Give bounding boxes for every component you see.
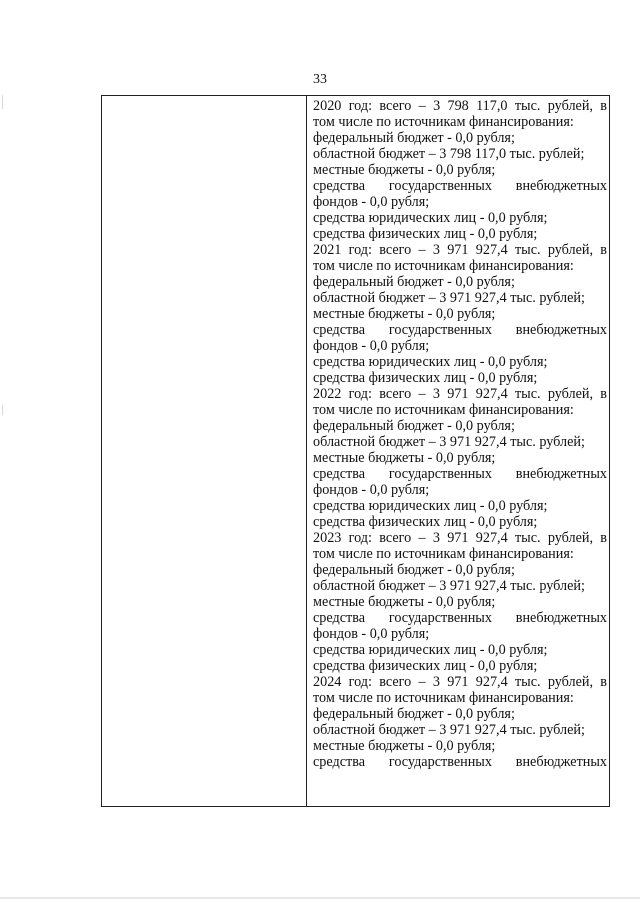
funding-line: средства физических лиц - 0,0 рубля; — [313, 658, 538, 674]
funding-line: средства государственных внебюджетных — [313, 610, 607, 626]
funding-line: средства государственных внебюджетных — [313, 754, 607, 770]
funding-line: федеральный бюджет - 0,0 рубля; — [313, 706, 515, 722]
funding-line: областной бюджет – 3 971 927,4 тыс. рублей; — [313, 434, 585, 450]
funding-line: местные бюджеты - 0,0 рубля; — [313, 162, 496, 178]
page-number: 33 — [313, 72, 327, 87]
funding-line: средства юридических лиц - 0,0 рубля; — [313, 498, 548, 514]
funding-line: областной бюджет – 3 971 927,4 тыс. рублей; — [313, 578, 585, 594]
funding-line: том числе по источникам финансирования: — [313, 258, 574, 274]
table-right-cell — [308, 96, 609, 806]
funding-line: том числе по источникам финансирования: — [313, 690, 574, 706]
funding-line: фондов - 0,0 рубля; — [313, 194, 430, 210]
funding-line: средства юридических лиц - 0,0 рубля; — [313, 210, 548, 226]
page-bottom-edge — [0, 897, 640, 899]
funding-line: средства физических лиц - 0,0 рубля; — [313, 514, 538, 530]
funding-line: 2023 год: всего – 3 971 927,4 тыс. рублей, в — [313, 530, 607, 546]
funding-line: средства физических лиц - 0,0 рубля; — [313, 226, 538, 242]
funding-line: фондов - 0,0 рубля; — [313, 626, 430, 642]
funding-line: местные бюджеты - 0,0 рубля; — [313, 594, 496, 610]
funding-line: средства государственных внебюджетных — [313, 322, 607, 338]
funding-line: том числе по источникам финансирования: — [313, 546, 574, 562]
funding-text-block — [313, 98, 607, 770]
funding-line: 2020 год: всего – 3 798 117,0 тыс. рублей, в — [313, 98, 607, 114]
funding-line: федеральный бюджет - 0,0 рубля; — [313, 418, 515, 434]
funding-line: 2022 год: всего – 3 971 927,4 тыс. рублей, в — [313, 386, 607, 402]
funding-line: фондов - 0,0 рубля; — [313, 338, 430, 354]
funding-line: средства юридических лиц - 0,0 рубля; — [313, 354, 548, 370]
funding-line: средства юридических лиц - 0,0 рубля; — [313, 642, 548, 658]
funding-line: средства государственных внебюджетных — [313, 466, 607, 482]
funding-line: местные бюджеты - 0,0 рубля; — [313, 450, 496, 466]
funding-line: федеральный бюджет - 0,0 рубля; — [313, 130, 515, 146]
funding-line: местные бюджеты - 0,0 рубля; — [313, 306, 496, 322]
funding-line: фондов - 0,0 рубля; — [313, 482, 430, 498]
funding-line: федеральный бюджет - 0,0 рубля; — [313, 274, 515, 290]
funding-line: 2021 год: всего – 3 971 927,4 тыс. рублей, в — [313, 242, 607, 258]
funding-line: том числе по источникам финансирования: — [313, 114, 574, 130]
scan-margin-mark — [2, 95, 3, 109]
funding-line: 2024 год: всего – 3 971 927,4 тыс. рублей, в — [313, 674, 607, 690]
funding-line: местные бюджеты - 0,0 рубля; — [313, 738, 496, 754]
funding-line: том числе по источникам финансирования: — [313, 402, 574, 418]
table-left-cell — [102, 96, 307, 806]
funding-line: средства физических лиц - 0,0 рубля; — [313, 370, 538, 386]
funding-line: областной бюджет – 3 971 927,4 тыс. рублей; — [313, 290, 585, 306]
funding-line: областной бюджет – 3 798 117,0 тыс. рублей; — [313, 146, 585, 162]
funding-line: областной бюджет – 3 971 927,4 тыс. рублей; — [313, 722, 585, 738]
funding-table — [101, 95, 610, 807]
scan-margin-mark — [2, 405, 3, 415]
funding-line: федеральный бюджет - 0,0 рубля; — [313, 562, 515, 578]
funding-line: средства государственных внебюджетных — [313, 178, 607, 194]
